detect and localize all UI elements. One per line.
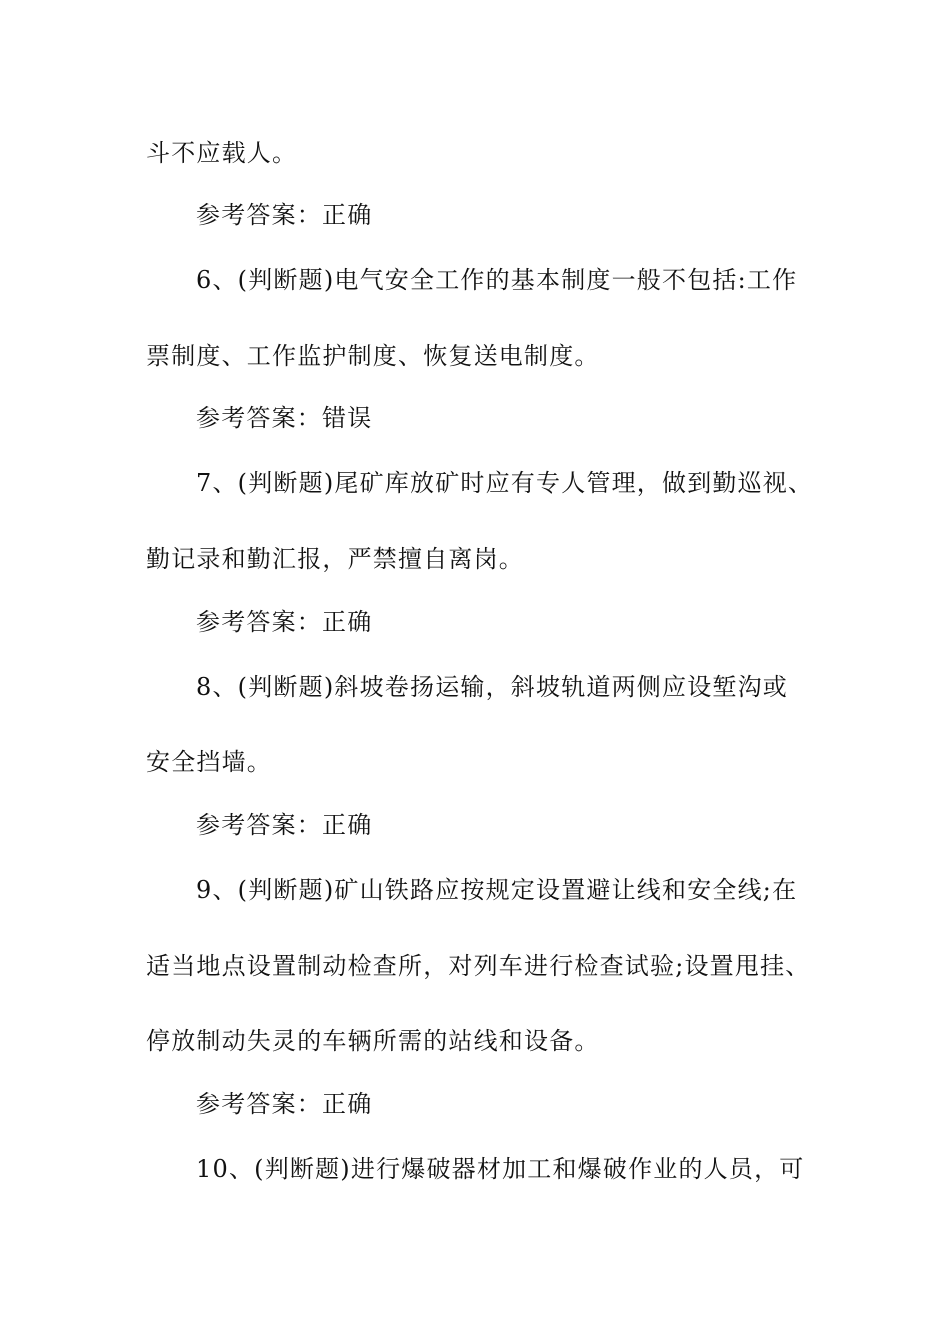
answer-8: 参考答案：正确 <box>196 811 373 839</box>
answer-6: 参考答案：错误 <box>196 404 373 432</box>
question-6-text: 6、(判断题)电气安全工作的基本制度一般不包括:工作 <box>196 266 798 294</box>
question-10-text: 10、(判断题)进行爆破器材加工和爆破作业的人员，可 <box>196 1155 805 1183</box>
question-6-text-continued: 票制度、工作监护制度、恢复送电制度。 <box>146 342 600 370</box>
question-8-text: 8、(判断题)斜坡卷扬运输，斜坡轨道两侧应设堑沟或 <box>196 673 788 701</box>
question-7-text: 7、(判断题)尾矿库放矿时应有专人管理，做到勤巡视、 <box>196 469 814 497</box>
answer-9: 参考答案：正确 <box>196 1090 373 1118</box>
question-9-text-continued-2: 停放制动失灵的车辆所需的站线和设备。 <box>146 1027 600 1055</box>
answer-7: 参考答案：正确 <box>196 608 373 636</box>
question-9-text: 9、(判断题)矿山铁路应按规定设置避让线和安全线;在 <box>196 876 798 904</box>
question-8-text-continued: 安全挡墙。 <box>146 748 272 776</box>
question-5-text-end: 斗不应载人。 <box>146 139 298 167</box>
question-9-text-continued-1: 适当地点设置制动检查所，对列车进行检查试验;设置甩挂、 <box>146 952 811 980</box>
answer-5: 参考答案：正确 <box>196 201 373 229</box>
question-7-text-continued: 勤记录和勤汇报，严禁擅自离岗。 <box>146 545 524 573</box>
